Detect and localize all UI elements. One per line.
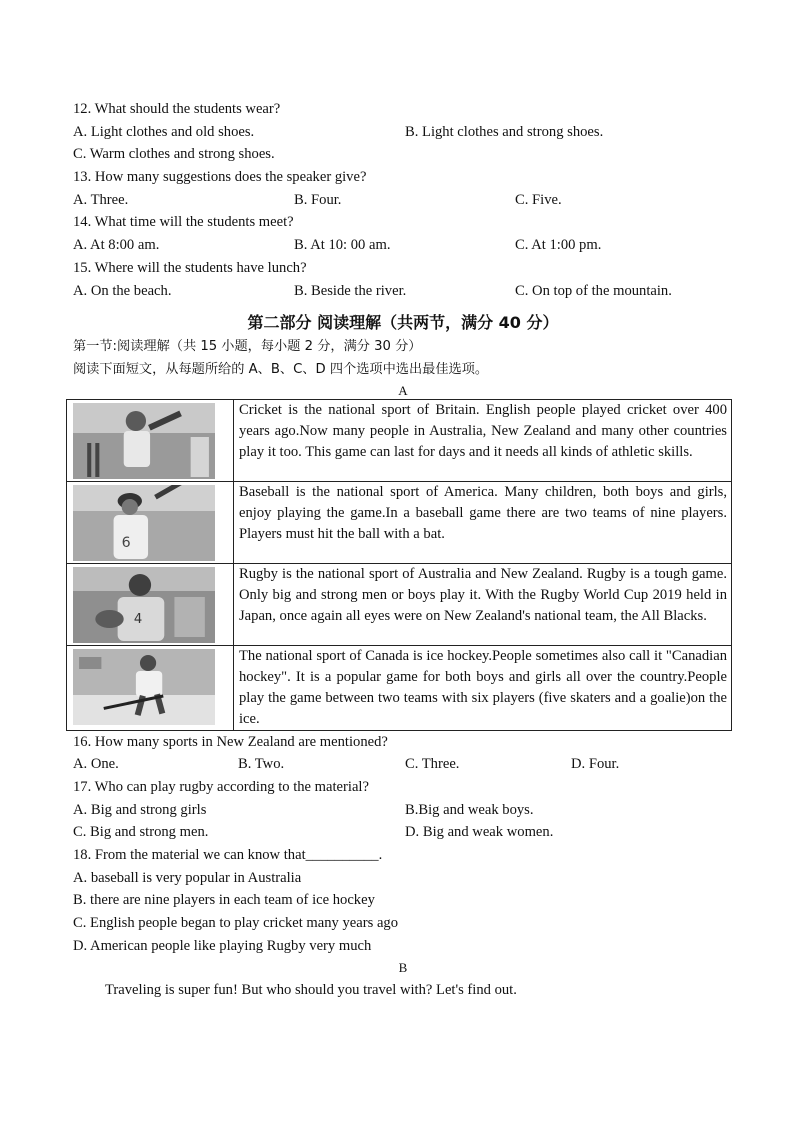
question-18: 18. From the material we can know that__________.	[73, 847, 383, 863]
option-13c: C. Five.	[515, 191, 562, 208]
question-17-options-row1	[73, 799, 733, 822]
table-row	[67, 481, 732, 563]
option-12b: B. Light clothes and strong shoes.	[405, 123, 604, 140]
image-cell	[67, 563, 234, 645]
question-12: 12. What should the students wear?	[73, 101, 281, 117]
question-16: 16. How many sports in New Zealand are mentioned?	[73, 733, 388, 750]
exam-page	[73, 98, 733, 1002]
question-13-options	[73, 189, 733, 212]
option-16d: D. Four.	[571, 756, 620, 773]
image-cell	[67, 481, 234, 563]
question-14-options	[73, 234, 733, 257]
question-14: 14. What time will the students meet?	[73, 214, 294, 231]
sport-description: Cricket is the national sport of Britain. English people played cricket over 400 years ago.Now many people in Australia, New Zealand and many other countries play it too. This game can last for days and it needs all kinds of athletic skills.	[234, 399, 732, 481]
part2-title: 第二部分 阅读理解（共两节，满分 40 分）	[247, 313, 559, 333]
question-12-options-row1	[73, 121, 733, 144]
option-17d: D. Big and weak women.	[405, 824, 554, 841]
baseball-player-image	[73, 485, 215, 561]
option-12a: A. Light clothes and old shoes.	[73, 123, 255, 140]
option-14b: B. At 10: 00 am.	[294, 237, 391, 254]
passage-b-intro: Traveling is super fun! But who should you travel with? Let's find out.	[105, 982, 517, 999]
option-16c: C. Three.	[405, 756, 460, 773]
option-15b: B. Beside the river.	[294, 282, 407, 299]
sport-description: Rugby is the national sport of Australia and New Zealand. Rugby is a tough game. Only big and strong men or boys play it. With the Rugby World Cup 2019 held in Japan, once again all eyes were on New Zealand's national team, the All Blacks.	[234, 563, 732, 645]
ice-hockey-player-image	[73, 649, 215, 725]
option-15a: A. On the beach.	[73, 282, 172, 299]
table-row	[67, 563, 732, 645]
passage-a-label: A	[398, 382, 408, 398]
question-17-options-row2	[73, 821, 733, 844]
svg-text:6: 6	[121, 534, 131, 551]
option-18c: C. English people began to play cricket many years ago	[73, 915, 399, 932]
image-cell	[67, 645, 234, 730]
table-row	[67, 645, 732, 730]
sport-description: Baseball is the national sport of America. Many children, both boys and girls, enjoy playing the game.In a baseball game there are two teams of nine players. Players must hit the ball with a bat.	[234, 481, 732, 563]
question-12-options-row2	[73, 143, 733, 166]
svg-text:4: 4	[133, 611, 143, 627]
cricket-player-image	[73, 403, 215, 479]
option-18a: A. baseball is very popular in Australia	[73, 869, 302, 886]
option-16a: A. One.	[73, 756, 119, 773]
option-16b: B. Two.	[238, 756, 285, 773]
option-13b: B. Four.	[294, 191, 342, 208]
question-17: 17. Who can play rugby according to the material?	[73, 778, 369, 795]
question-15: 15. Where will the students have lunch?	[73, 259, 307, 276]
option-12c: C. Warm clothes and strong shoes.	[73, 146, 275, 163]
question-15-options	[73, 280, 733, 303]
rugby-player-image	[73, 567, 215, 643]
sports-table	[66, 399, 732, 731]
option-15c: C. On top of the mountain.	[515, 282, 672, 299]
image-cell	[67, 399, 234, 481]
section1-instruction: 阅读下面短文，从每题所给的 A、B、C、D 四个选项中选出最佳选项。	[73, 361, 489, 377]
option-14c: C. At 1:00 pm.	[515, 237, 602, 254]
table-row	[67, 399, 732, 481]
option-13a: A. Three.	[73, 191, 129, 208]
question-16-options	[73, 753, 733, 776]
section1-heading: 第一节:阅读理解（共 15 小题，每小题 2 分，满分 30 分）	[73, 339, 422, 355]
option-17b: B.Big and weak boys.	[405, 801, 534, 818]
option-17a: A. Big and strong girls	[73, 801, 207, 818]
option-18d: D. American people like playing Rugby very much	[73, 937, 372, 954]
question-13: 13. How many suggestions does the speaker give?	[73, 169, 367, 186]
option-18b: B. there are nine players in each team of ice hockey	[73, 892, 375, 909]
sport-description: The national sport of Canada is ice hockey.People sometimes also call it "Canadian hockey". It is a popular game for both boys and girls all over the country.People play the game between two teams with six players (five skaters and a goalie)on the ice.	[234, 645, 732, 730]
option-14a: A. At 8:00 am.	[73, 237, 160, 254]
option-17c: C. Big and strong men.	[73, 824, 209, 841]
passage-b-label: B	[398, 960, 408, 976]
